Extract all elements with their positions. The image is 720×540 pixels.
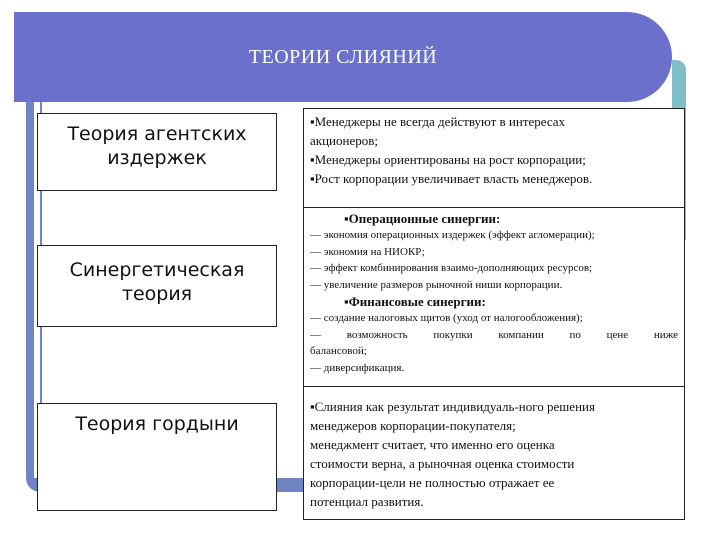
agency-line: ▪ Рост корпорации увеличивает власть менеджеров. bbox=[310, 169, 678, 188]
title-banner bbox=[14, 12, 672, 102]
hubris-description bbox=[303, 386, 685, 520]
theory-agency-box bbox=[37, 113, 277, 191]
hubris-line: менеджеров корпорации-покупателя; bbox=[310, 418, 516, 433]
synergy-item: — эффект комбинирования взаимо-дополняющих ресурсов; bbox=[310, 262, 593, 274]
synergy-item: — создание налоговых щитов (уход от налогообложения); bbox=[310, 312, 583, 324]
agency-line: ▪ Менеджеры ориентированы на рост корпорации; bbox=[310, 150, 678, 169]
financial-heading: ▪ Финансовые синергии: bbox=[310, 293, 678, 310]
hubris-line: стоимости верна, а рыночная оценка стоимости bbox=[310, 456, 575, 471]
hubris-line: ▪ Слияния как результат индивидуаль-ного решения bbox=[310, 397, 678, 416]
theory-agency-label: Теория агентских издержек bbox=[67, 123, 247, 169]
theory-hubris-label: Теория гордыни bbox=[75, 413, 239, 435]
hubris-line: менеджмент считает, что именно его оценка bbox=[310, 437, 555, 452]
synergy-description bbox=[303, 207, 685, 387]
synergy-item: балансовой; bbox=[310, 345, 367, 357]
theory-synergy-box bbox=[37, 245, 277, 327]
synergy-item: — увеличение размеров рыночной ниши корпорации. bbox=[310, 278, 563, 291]
theory-hubris-box bbox=[37, 403, 277, 511]
synergy-item: — возможность покупки компании по цене ниже bbox=[310, 328, 678, 341]
slide-title: ТЕОРИИ СЛИЯНИЙ bbox=[248, 45, 438, 68]
theory-synergy-label: Синергетическая теория bbox=[69, 259, 245, 305]
hubris-line: потенциал развития. bbox=[310, 494, 424, 509]
operational-heading: ▪ Операционные синергии: bbox=[310, 210, 678, 227]
synergy-item: — экономия на НИОКР; bbox=[310, 245, 425, 258]
agency-line: акционеров; bbox=[310, 133, 378, 148]
agency-description bbox=[303, 108, 685, 208]
hubris-line: корпорации-цели не полностью отражает ее bbox=[310, 475, 555, 490]
agency-line: ▪ Менеджеры не всегда действуют в интересах bbox=[310, 112, 678, 131]
synergy-item: — диверсификация. bbox=[310, 361, 405, 374]
synergy-item: — экономия операционных издержек (эффект агломерации); bbox=[310, 229, 595, 241]
